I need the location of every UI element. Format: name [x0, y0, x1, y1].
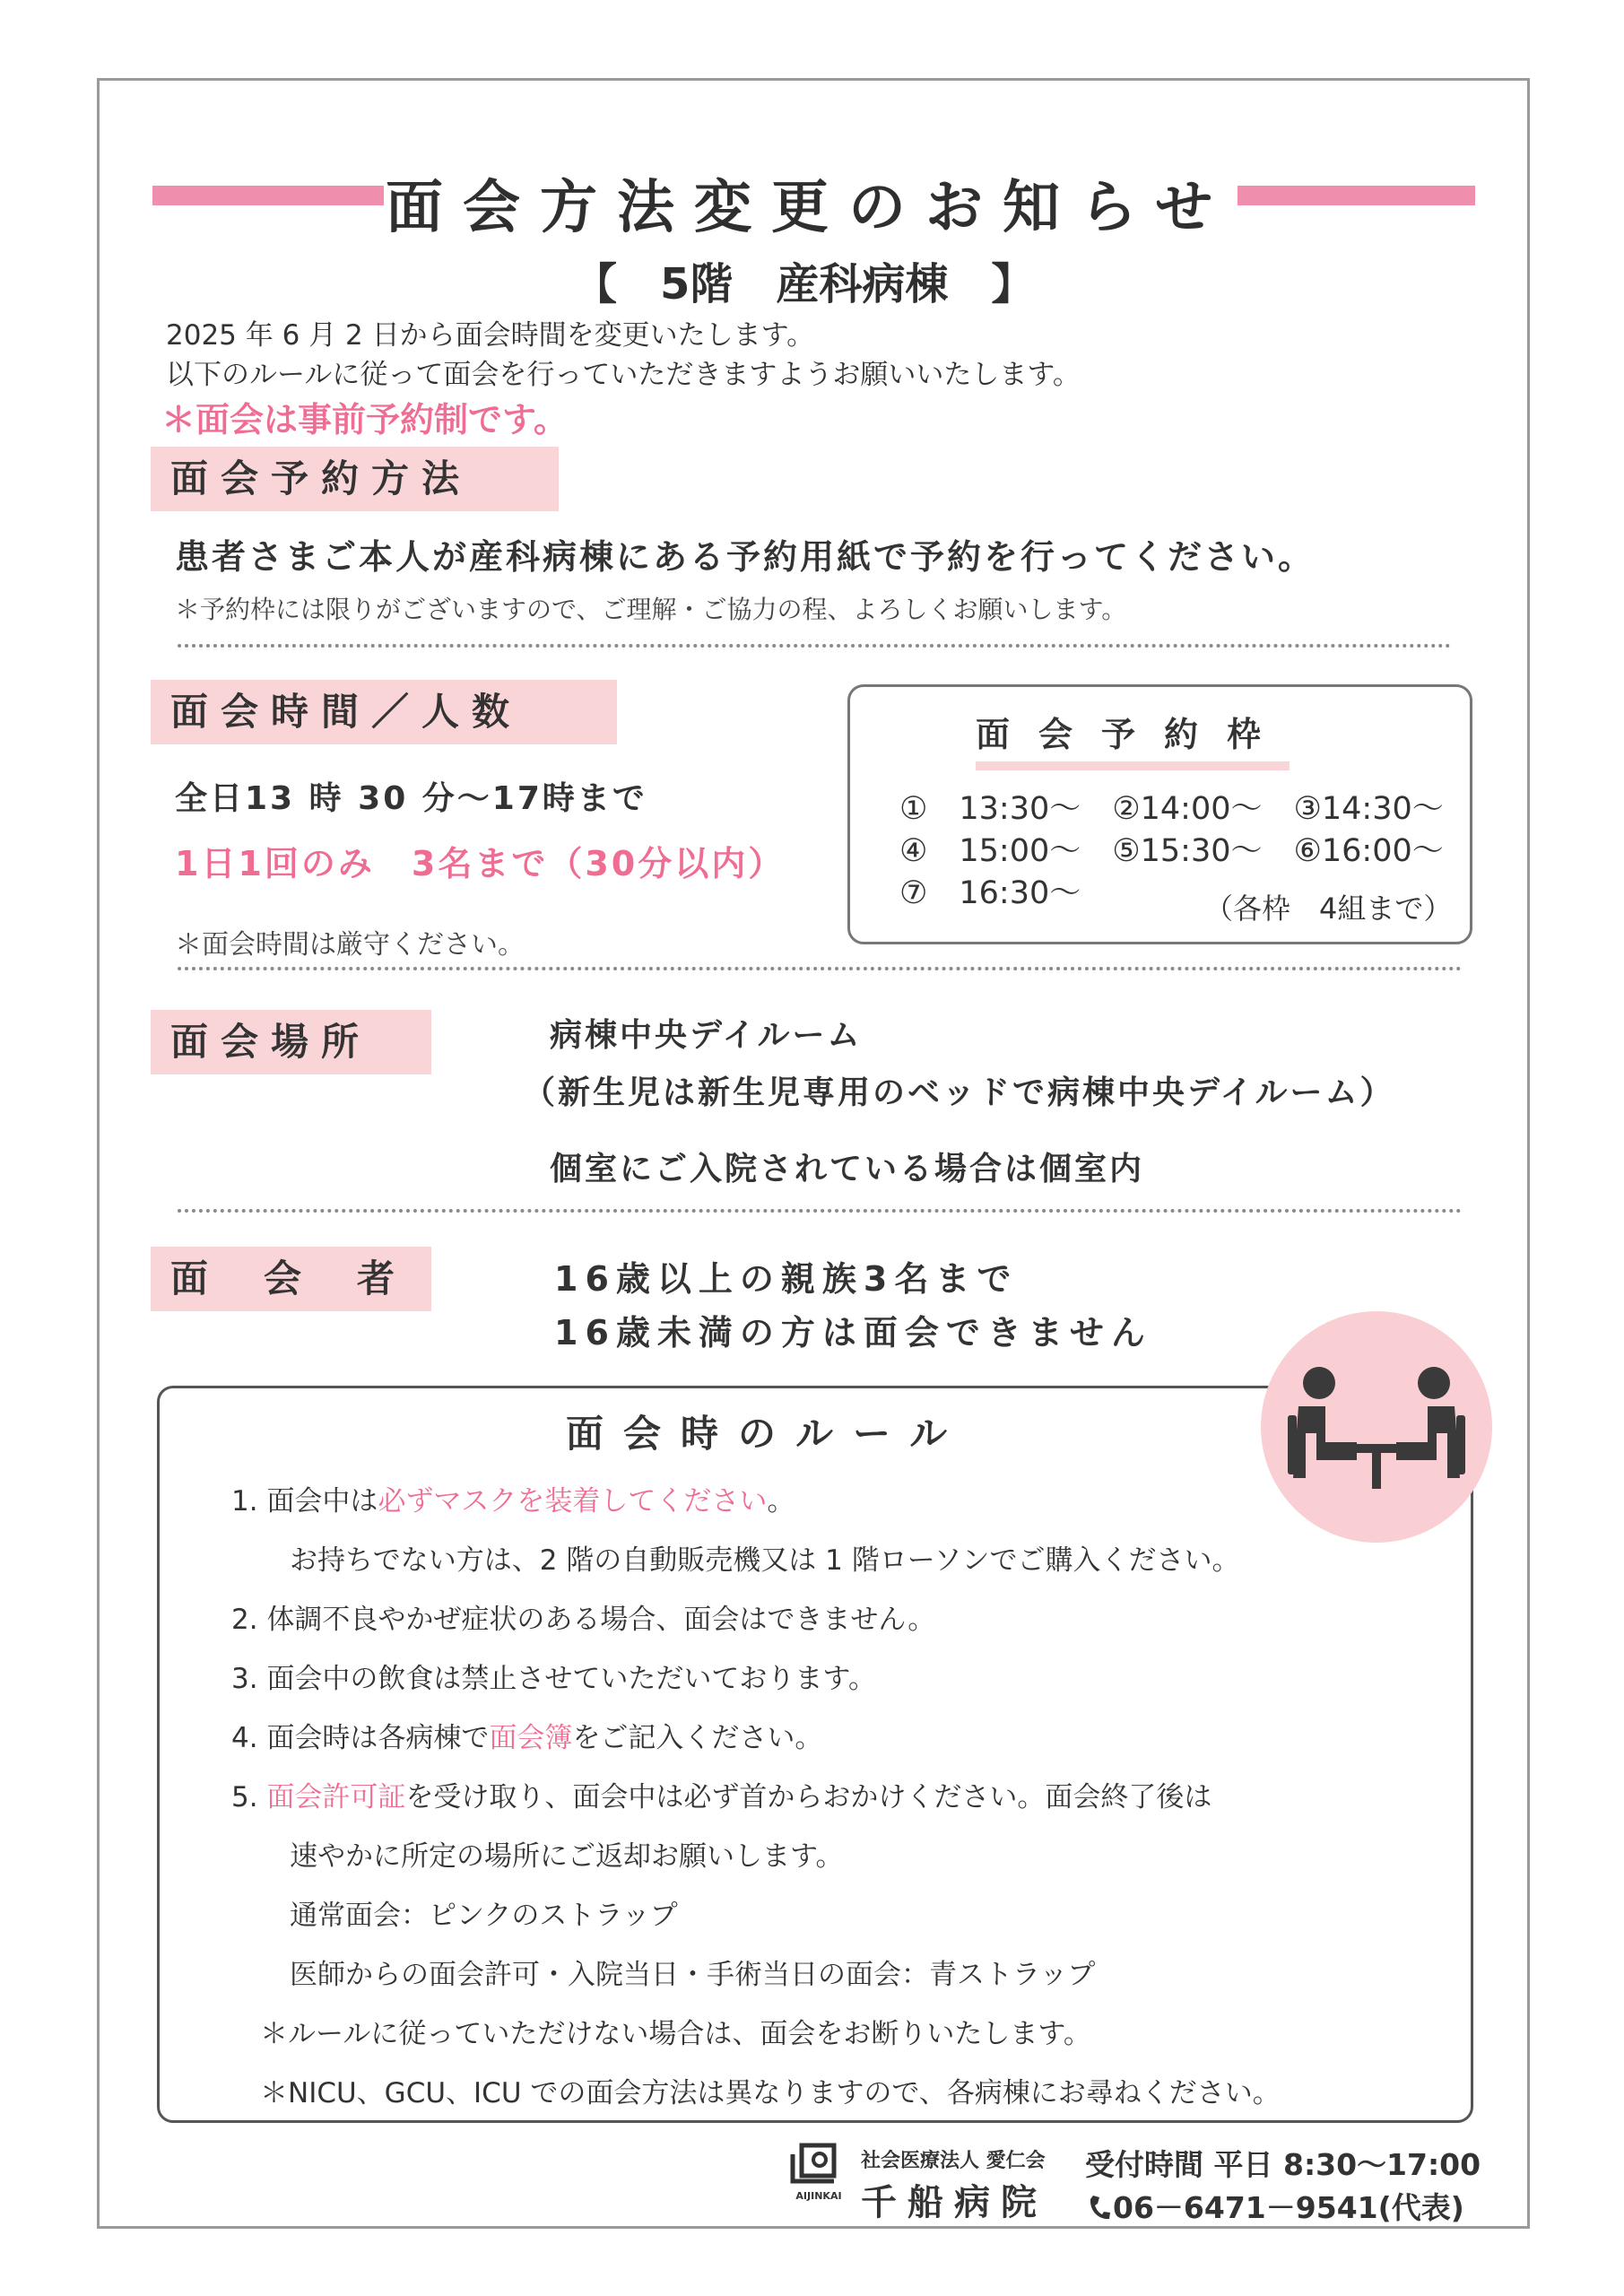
rule-text: 体調不良やかぜ症状のある場合、面会はできません。	[266, 1604, 936, 1636]
time-note: ＊面会時間は厳守ください。	[175, 929, 525, 961]
rule-number: 2.	[231, 1604, 258, 1636]
place-line-2: （新生児は新生児専用のベッドで病棟中央デイルーム）	[523, 1074, 1395, 1111]
rule-text: 面会時は各病棟で	[266, 1722, 490, 1754]
rule-highlight: 必ずマスクを装着してください	[378, 1485, 768, 1518]
rule-number: 5.	[231, 1781, 258, 1813]
rule-number: 4.	[231, 1722, 258, 1754]
phone-number: 06－6471－9541(代表)	[1113, 2190, 1464, 2225]
rule-5	[231, 1774, 1211, 1814]
rules-note-1: ＊ルールに従っていただけない場合は、面会をお断りいたします。	[260, 2018, 1091, 2050]
rule-2	[231, 1596, 935, 1637]
slots-row-2: ④ 15:00～ ⑤15:30～ ⑥16:00～	[899, 833, 1444, 869]
title-bar-right	[1238, 186, 1475, 205]
rule-text: 。	[767, 1485, 795, 1518]
section-label-reservation: 面会予約方法	[151, 447, 559, 511]
meeting-icon-badge	[1261, 1311, 1492, 1543]
hospital-name: 千船病院	[861, 2182, 1047, 2223]
reservation-note: ＊予約枠には限りがございますので、ご理解・ご協力の程、よろしくお願いします。	[175, 595, 1127, 624]
reservation-required-note: ＊面会は事前予約制です。	[161, 400, 568, 439]
rules-title: 面会時のルール	[566, 1412, 968, 1456]
section-label-place: 面会場所	[151, 1010, 431, 1074]
rule-highlight: 面会許可証	[266, 1781, 406, 1813]
rule-1	[231, 1478, 795, 1518]
divider	[178, 1209, 1462, 1213]
intro-line-1: 2025 年 6 月 2 日から面会時間を変更いたします。	[166, 319, 815, 352]
visit-hours: 全日13 時 30 分～17時まで	[175, 780, 647, 817]
rules-note-2: ＊NICU、GCU、ICU での面会方法は異なりますので、各病棟にお尋ねください。	[260, 2077, 1281, 2109]
slots-capacity: （各枠 4組まで）	[1204, 891, 1453, 926]
org-name: 社会医療法人 愛仁会	[861, 2150, 1046, 2172]
rule-1-sub: お持ちでない方は、2 階の自動販売機又は 1 階ローソンでご購入ください。	[290, 1544, 1240, 1577]
meeting-icon	[1261, 1311, 1492, 1543]
rule-text: をご記入ください。	[572, 1722, 823, 1754]
reservation-slots-box	[847, 684, 1472, 944]
logo-text: AIJINKAI	[795, 2190, 842, 2202]
rule-3	[231, 1656, 876, 1696]
rule-text: を受け取り、面会中は必ず首からおかけください。面会終了後は	[405, 1781, 1212, 1813]
rule-number: 3.	[231, 1663, 258, 1695]
intro-line-2: 以下のルールに従って面会を行っていただきますようお願いいたします。	[166, 359, 1081, 391]
strap-normal: 通常面会：ピンクのストラップ	[290, 1900, 678, 1932]
section-label-visitor: 面会者	[151, 1247, 431, 1311]
section-label-time: 面会時間／人数	[151, 680, 617, 744]
phone-line	[1088, 2185, 1464, 2227]
hospital-logo-icon	[789, 2142, 848, 2205]
rule-text: 面会中の飲食は禁止させていただいております。	[266, 1663, 876, 1695]
title-bar-left	[152, 186, 384, 205]
reception-hours: 受付時間 平日 8:30～17:00	[1085, 2147, 1481, 2182]
visit-limit: 1日1回のみ 3名まで（30分以内）	[175, 844, 786, 883]
place-line-3: 個室にご入院されている場合は個室内	[550, 1151, 1145, 1187]
visitor-line-2: 16歳未満の方は面会できません	[554, 1313, 1152, 1352]
reservation-text: 患者さまご本人が産科病棟にある予約用紙で予約を行ってください。	[175, 537, 1316, 577]
slots-row-3: ⑦ 16:30～	[899, 875, 1081, 911]
rule-5-sub: 速やかに所定の場所にご返却お願いします。	[290, 1840, 844, 1873]
slots-row-1: ① 13:30～ ②14:00～ ③14:30～	[899, 791, 1444, 827]
rule-4	[231, 1715, 822, 1755]
visitor-line-1: 16歳以上の親族3名まで	[554, 1259, 1019, 1299]
rule-number: 1.	[231, 1485, 258, 1518]
rule-text: 面会中は	[266, 1485, 378, 1518]
rule-highlight: 面会簿	[489, 1722, 573, 1754]
slots-title: 面会予約枠	[976, 707, 1290, 770]
strap-special: 医師からの面会許可・入院当日・手術当日の面会：青ストラップ	[290, 1959, 1096, 1991]
divider	[178, 644, 1451, 648]
aijinkai-logo	[789, 2142, 848, 2201]
phone-icon	[1088, 2193, 1113, 2220]
page-title: 面会方法変更のお知らせ	[386, 175, 1233, 241]
divider	[178, 967, 1462, 970]
place-line-1: 病棟中央デイルーム	[550, 1017, 863, 1054]
page-subtitle: 【 5階 産科病棟 】	[574, 259, 1035, 309]
